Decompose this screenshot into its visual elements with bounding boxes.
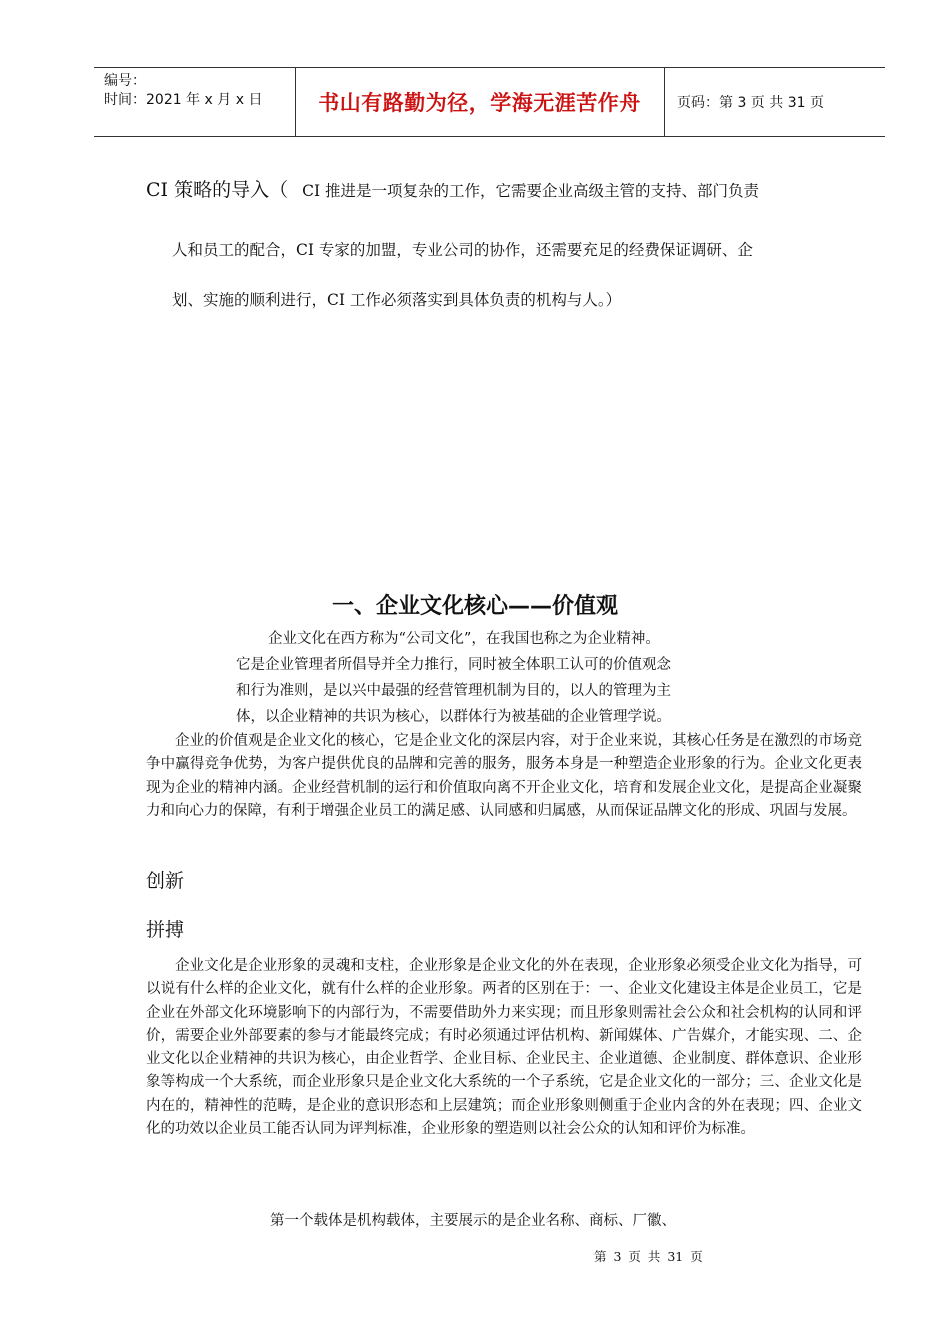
header-motto-cell — [295, 68, 665, 136]
section-title: 一、企业文化核心——价值观 — [331, 594, 618, 619]
ci-line-1: CI 推进是一项复杂的工作，它需要企业高级主管的支持、部门负责 — [302, 182, 760, 200]
ci-line-2: 人和员工的配合，CI 专家的加盟，专业公司的协作，还需要充足的经费保证调研、企 — [172, 241, 753, 259]
ci-heading: CI 策略的导入（ — [146, 179, 289, 201]
culture-image-paragraph — [146, 955, 862, 1141]
date-label: 时间：2021 年 x 月 x 日 — [104, 92, 263, 108]
page-footer: 第 3 页 共 31 页 — [594, 1249, 703, 1264]
ci-line-3: 划、实施的顺利进行，CI 工作必须落实到具体负责的机构与人。） — [172, 291, 622, 309]
ci-first-line — [146, 175, 759, 202]
motto-text: 书山有路勤为径，学海无涯苦作舟 — [318, 91, 641, 115]
page-header — [94, 67, 885, 137]
carrier-line: 第一个载体是机构载体，主要展示的是企业名称、商标、厂徽、 — [270, 1213, 676, 1229]
intro-line-3: 和行为准则，是以兴中最强的经营管理机制为目的，以人的管理为主 — [236, 683, 671, 699]
value-paragraph — [146, 730, 862, 823]
keyword-innovation: 创新 — [146, 870, 185, 892]
intro-block — [236, 626, 766, 730]
serial-number-label: 编号： — [104, 73, 146, 89]
intro-line-1: 企业文化在西方称为“公司文化”，在我国也称之为企业精神。 — [268, 631, 660, 647]
intro-line-4: 体，以企业精神的共识为核心，以群体行为被基础的企业管理学说。 — [236, 709, 671, 725]
culture-image-paragraph-text: 企业文化是企业形象的灵魂和支柱，企业形象是企业文化的外在表现，企业形象必须受企业文化为指导，可以说有什么样的企业文化，就有什么样的企业形象。两者的区别在于：一、企业文化建设主体是企业员工，它是企业在外部文化环境影响下的内部行为，不需要借助外力来实现；而且形象则需社会公众和社会机构的认同和评价，需要企业外部要素的参与才能最终完成；有时必须通过评估机构、新闻媒体、广告媒介，才能实现、二、企业文化以企业精神的共识为核心，由企业哲学、企业目标、企业民主、企业道德、企业制度、群体意识、企业形象等构成一个大系统，而企业形象只是企业文化大系统的一个子系统，它是企业文化的一部分；三、企业文化是内在的，精神性的范畴，是企业的意识形态和上层建筑；而企业形象则侧重于企业内含的外在表现；四、企业文化的功效以企业员工能否认同为评判标准，企业形象的塑造则以社会公众的认知和评价为标准。 — [146, 958, 862, 1138]
intro-line-2: 它是企业管理者所倡导并全力推行，同时被全体职工认可的价值观念 — [236, 657, 671, 673]
page-number-label: 页码：第 3 页 共 31 页 — [677, 95, 824, 111]
header-page-cell — [665, 68, 885, 136]
keyword-striving: 拼搏 — [146, 919, 185, 941]
value-paragraph-text: 企业的价值观是企业文化的核心，它是企业文化的深层内容，对于企业来说，其核心任务是在激烈的市场竞争中赢得竞争优势，为客户提供优良的品牌和完善的服务，服务本身是一种塑造企业形象的行为。企业文化更表现为企业的精神内涵。企业经营机制的运行和价值取向离不开企业文化，培育和发展企业文化，是提高企业凝聚力和向心力的保障，有利于增强企业员工的满足感、认同感和归属感，从而保证品牌文化的形成、巩固与发展。 — [146, 733, 862, 819]
header-info-cell — [94, 68, 296, 136]
